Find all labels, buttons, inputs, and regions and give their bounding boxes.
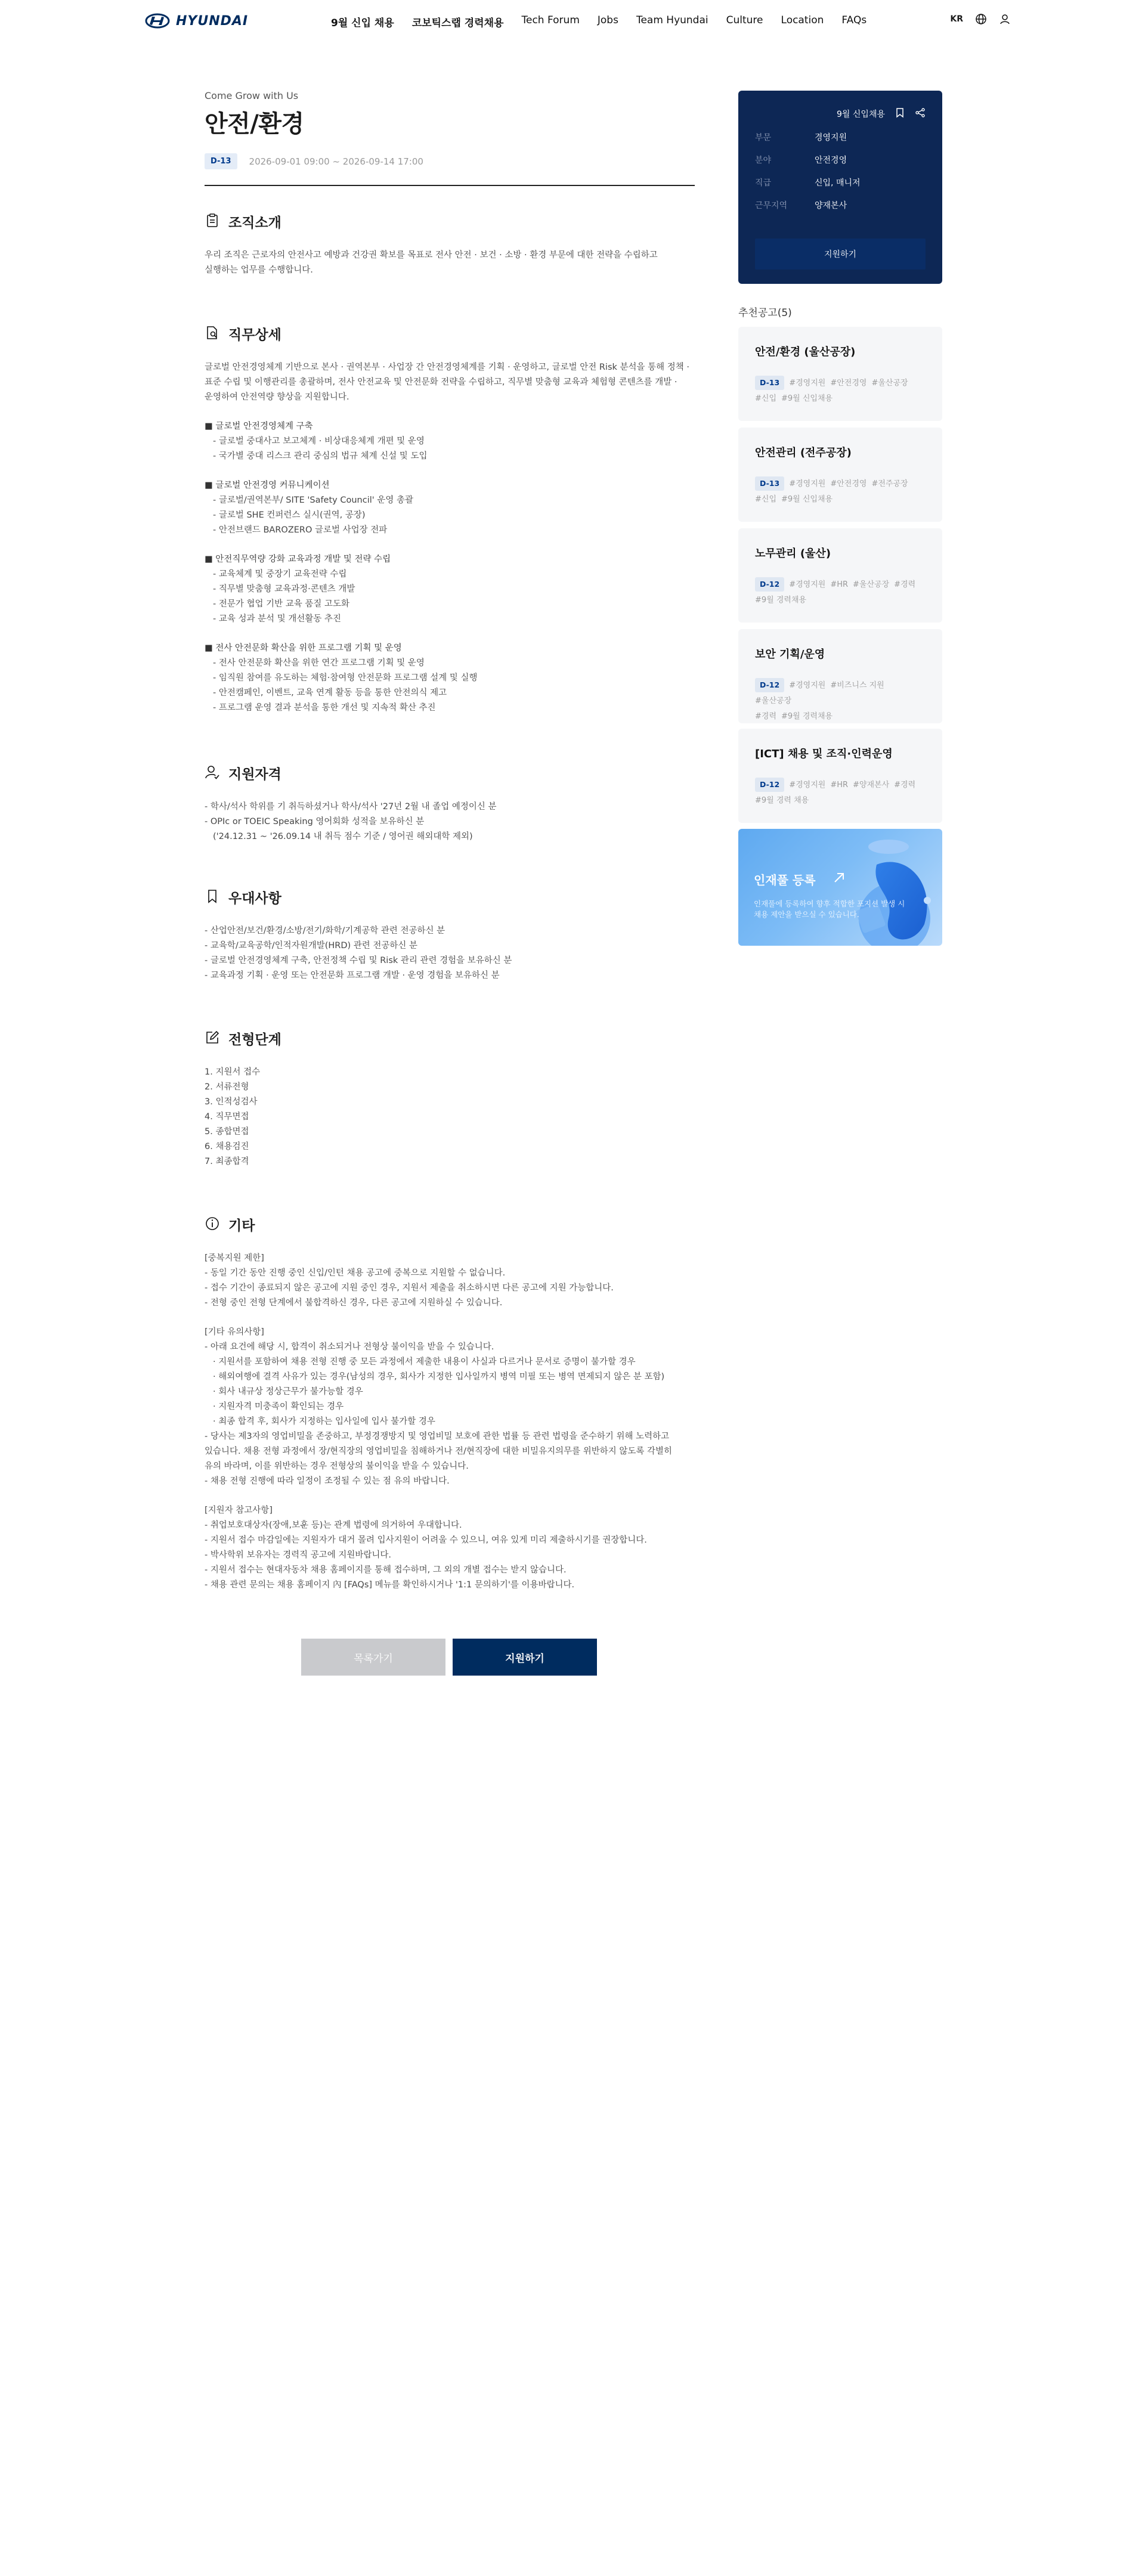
recommend-card[interactable]: [738, 428, 942, 522]
text-line: 5. 종합면접: [205, 1127, 249, 1137]
text-line: - 교육체계 및 중장기 교육전략 수립: [213, 569, 347, 579]
text-line: [지원자 참고사항]: [205, 1506, 273, 1515]
summary-row: [755, 154, 926, 166]
hyundai-logo-icon: [145, 13, 170, 29]
summary-row: [755, 199, 926, 211]
tag: #9월 경력채용: [755, 596, 807, 605]
text-line: 글로벌 안전경영체계 기반으로 본사 · 권역본부 · 사업장 간 안전경영체계를 기획 · 운영하고, 글로벌 안전 Risk 분석을 통해 정책 ·: [205, 363, 690, 372]
banner-description: [754, 899, 927, 920]
page-title: 안전/환경: [205, 110, 304, 138]
text-line: 실행하는 업무를 수행합니다.: [205, 265, 313, 275]
summary-value: 경영지원: [815, 133, 847, 143]
nav-item-september-new-hire[interactable]: 9월 신입 채용: [331, 17, 394, 29]
section-title: 직무상세: [228, 327, 281, 343]
text-line: - 국가별 중대 리스크 관리 중심의 법규 체계 신설 및 도입: [213, 451, 428, 461]
dday-badge: D-13: [755, 376, 784, 390]
text-line: - 전문가 협업 기반 교육 품질 고도화: [213, 599, 349, 609]
text-line: 표준 수립 및 이행관리를 총괄하며, 전사 안전교육 및 안전문화 전략을 수립하고, 직무별 맞춤형 교육과 체험형 콘텐츠를 개발 ·: [205, 377, 677, 387]
recommend-card[interactable]: [738, 629, 942, 723]
text-line: - 안전브랜드 BAROZERO 글로벌 사업장 전파: [213, 525, 388, 535]
recommend-title: 추천공고(5): [738, 307, 792, 319]
arrow-up-right-icon: [833, 871, 846, 887]
recommend-tags: [755, 376, 926, 407]
text-line: [중복지원 제한]: [205, 1253, 264, 1263]
group-heading: ■ 안전직무역량 강화 교육과정 개발 및 전략 수립: [205, 555, 391, 564]
text-line: - 전형 중인 전형 단계에서 불합격하신 경우, 다른 공고에 지원하실 수 있습니다.: [205, 1298, 503, 1308]
recruit-type: 9월 신입채용: [837, 110, 885, 119]
globe-icon[interactable]: [975, 13, 987, 25]
application-period: 2026-09-01 09:00 ~ 2026-09-14 17:00: [249, 156, 423, 167]
tag: #울산공장: [853, 580, 890, 589]
text-line: - 글로벌 안전경영체계 구축, 안전정책 수립 및 Risk 관리 관련 경험을 보유하신 분: [205, 956, 512, 965]
group-heading: ■ 전사 안전문화 확산을 위한 프로그램 기획 및 운영: [205, 643, 402, 653]
job-meta: [205, 153, 695, 169]
section-body: [205, 924, 695, 983]
tag: #경영지원: [789, 781, 826, 789]
share-icon[interactable]: [915, 107, 926, 120]
section-etc: [205, 1215, 695, 1593]
job-summary-card: [738, 91, 942, 284]
section-body: [205, 1251, 695, 1593]
header-utilities: [950, 13, 1011, 25]
recommend-job-name: 안전/환경 (울산공장): [755, 346, 856, 358]
tag: #경력: [755, 712, 777, 721]
tag: #안전경영: [830, 379, 867, 388]
text-line: 1. 지원서 접수: [205, 1067, 261, 1077]
document-search-icon: [205, 325, 220, 343]
bookmark-icon[interactable]: [895, 107, 905, 120]
text-line: - 글로벌 SHE 컨퍼런스 실시(권역, 공장): [213, 510, 366, 520]
section-title: 전형단계: [228, 1032, 281, 1048]
tag: #양재본사: [853, 781, 890, 789]
text-line: - 직무별 맞춤형 교육과정·콘텐츠 개발: [213, 584, 355, 594]
recommend-job-name: 노무관리 (울산): [755, 547, 831, 560]
section-title: 조직소개: [228, 215, 281, 231]
recommend-card[interactable]: [738, 528, 942, 623]
text-line: - 아래 요건에 해당 시, 합격이 취소되거나 전형상 불이익을 받을 수 있습니다.: [205, 1342, 494, 1352]
section-title: 지원자격: [228, 767, 281, 782]
text-line: 우리 조직은 근로자의 안전사고 예방과 건강권 확보를 목표로 전사 안전 · 보건 · 소방 · 환경 부문에 대한 전략을 수립하고: [205, 250, 658, 260]
recommend-job-name: 안전관리 (전주공장): [755, 447, 852, 459]
job-header: [205, 83, 695, 186]
clipboard-icon: [205, 213, 220, 231]
text-line: 유의 바라며, 이를 위반하는 경우 전형상의 불이익을 받을 수 있습니다.: [205, 1462, 469, 1471]
recommend-tags: [755, 476, 926, 507]
summary-value: 신입, 매니저: [815, 178, 861, 188]
info-icon: [205, 1216, 220, 1234]
group-heading: ■ 글로벌 안전경영체계 구축: [205, 422, 313, 431]
tag: #9월 경력채용: [781, 712, 833, 721]
bookmark-icon: [205, 888, 220, 906]
dday-badge: D-12: [755, 577, 784, 592]
summary-label: 분야: [755, 156, 772, 165]
nav-item-jobs[interactable]: Jobs: [597, 14, 618, 26]
sidebar-apply-button[interactable]: 지원하기: [755, 239, 926, 270]
title-divider: [205, 185, 695, 186]
dday-badge: D-13: [755, 476, 784, 491]
section-body: [205, 248, 695, 278]
main-nav: [331, 14, 884, 29]
text-line: - 교육학/교육공학/인적자원개발(HRD) 관련 전공하신 분: [205, 941, 418, 950]
text-line: · 지원자격 미충족이 확인되는 경우: [213, 1402, 344, 1411]
tag: #경력: [894, 580, 916, 589]
summary-label: 부문: [755, 133, 772, 143]
text-line: - 산업안전/보건/환경/소방/전기/화학/기계공학 관련 전공하신 분: [205, 926, 445, 936]
section-body: [205, 360, 695, 716]
recommend-tags: [755, 778, 926, 809]
text-line: 운영하여 안전역량 향상을 지원합니다.: [205, 392, 349, 402]
recommend-card[interactable]: [738, 729, 942, 823]
text-line: - 박사학위 보유자는 경력직 공고에 지원바랍니다.: [205, 1550, 392, 1560]
recommend-tags: [755, 678, 926, 724]
nav-item-faqs[interactable]: FAQs: [841, 14, 867, 26]
back-to-list-button[interactable]: 목록가기: [301, 1639, 445, 1676]
tag: #울산공장: [871, 379, 908, 388]
summary-row: [755, 177, 926, 188]
text-line: - 교육과정 기획 · 운영 또는 안전문화 프로그램 개발 · 운영 경험을 보유하신 분: [205, 971, 500, 980]
text-line: - 임직원 참여를 유도하는 체험·참여형 안전문화 프로그램 설계 및 실행: [213, 673, 478, 683]
section-org: [205, 212, 695, 278]
summary-row: [755, 131, 926, 143]
tag: #9월 신입채용: [781, 394, 833, 403]
summary-label: 근무지역: [755, 201, 788, 210]
text-line: · 최종 합격 후, 회사가 지정하는 입사일에 입사 불가할 경우: [213, 1417, 435, 1426]
text-line: - 지원서 접수는 현대자동차 채용 홈페이지를 통해 접수하며, 그 외의 개별 접수는 받지 않습니다.: [205, 1565, 567, 1575]
section-body: [205, 800, 695, 844]
text-line: - 글로벌 중대사고 보고체계 · 비상대응체계 개편 및 운영: [213, 436, 425, 446]
logo-text: HYUNDAI: [176, 13, 249, 29]
nav-item-location[interactable]: Location: [781, 14, 824, 26]
text-line: ('24.12.31 ~ '26.09.14 내 취득 점수 기준 / 영어권 해외대학 제외): [213, 832, 473, 841]
user-icon[interactable]: [999, 13, 1011, 25]
recommend-tags: [755, 577, 926, 608]
text-line: - 채용 관련 문의는 채용 홈페이지 內 [FAQs] 메뉴를 확인하시거나 '1:1 문의하기'를 이용바랍니다.: [205, 1580, 575, 1590]
tag: #안전경영: [830, 479, 867, 488]
dday-badge: D-13: [205, 153, 237, 169]
text-line: - 당사는 제3자의 영업비밀을 존중하고, 부정경쟁방지 및 영업비밀 보호에 관한 법률 등 관련 법령을 준수하기 위해 노력하고: [205, 1432, 670, 1441]
tag: #HR: [830, 781, 849, 789]
text-line: [기타 유의사항]: [205, 1327, 264, 1337]
talent-pool-banner[interactable]: [738, 829, 942, 946]
text-line: - 접수 기간이 종료되지 않은 공고에 지원 중인 경우, 지원서 제출을 취소하시면 다른 공고에 지원 가능합니다.: [205, 1283, 614, 1293]
nav-item-team-hyundai[interactable]: Team Hyundai: [636, 14, 708, 26]
nav-item-cobotics-lab[interactable]: 코보틱스랩 경력채용: [411, 17, 504, 29]
group-heading: ■ 글로벌 안전경영 커뮤니케이션: [205, 481, 330, 490]
tag: #경영지원: [789, 479, 826, 488]
text-line: - 학사/석사 학위를 기 취득하셨거나 학사/석사 '27년 2월 내 졸업 예정이신 분: [205, 802, 497, 812]
text-line: · 회사 내규상 정상근무가 불가능할 경우: [213, 1387, 363, 1397]
section-body: [205, 1065, 695, 1169]
text-line: - 동일 기간 동안 진행 중인 신입/인턴 채용 공고에 중복으로 지원할 수 없습니다.: [205, 1268, 506, 1278]
text-line: 7. 최종합격: [205, 1157, 249, 1166]
section-duty: [205, 324, 695, 716]
hyundai-logo[interactable]: [145, 13, 248, 29]
summary-value: 안전경영: [815, 156, 847, 165]
tag: #경영지원: [789, 379, 826, 388]
text-line: - 글로벌/권역본부/ SITE 'Safety Council' 운영 총괄: [213, 496, 413, 505]
text-line: - 채용 전형 진행에 따라 일정이 조정될 수 있는 점 유의 바랍니다.: [205, 1476, 450, 1486]
section-title: 기타: [228, 1218, 255, 1234]
language-selector[interactable]: KR: [950, 14, 963, 24]
text-line: 2. 서류전형: [205, 1082, 249, 1092]
text-line: - 전사 안전문화 확산을 위한 연간 프로그램 기획 및 운영: [213, 658, 425, 668]
dday-badge: D-12: [755, 778, 784, 792]
summary-value: 양재본사: [815, 201, 847, 210]
eyebrow-text: Come Grow with Us: [205, 90, 299, 101]
tag: #경영지원: [789, 580, 826, 589]
section-preference: [205, 887, 695, 983]
edit-icon: [205, 1030, 220, 1048]
text-line: 3. 인적성검사: [205, 1097, 258, 1107]
tag: #신입: [755, 394, 777, 403]
tag: #전주공장: [871, 479, 908, 488]
person-check-icon: [205, 764, 220, 782]
apply-button[interactable]: 지원하기: [453, 1639, 597, 1676]
recommend-job-name: [ICT] 채용 및 조직·인력운영: [755, 748, 893, 760]
tag: #경영지원: [789, 681, 826, 690]
section-qualification: [205, 763, 695, 844]
text-line: · 해외여행에 결격 사유가 있는 경우(남성의 경우, 회사가 지정한 입사일까지 병역 미필 또는 병역 면제되지 않은 분 포함): [213, 1372, 665, 1382]
recommend-card[interactable]: [738, 327, 942, 421]
section-title: 우대사항: [228, 891, 281, 906]
text-line: 있습니다. 채용 전형 과정에서 장/현직장의 영업비밀을 침해하거나 전/현직장에 대한 비밀유지의무를 위반하지 않도록 각별히: [205, 1447, 673, 1456]
text-line: - 교육 성과 분석 및 개선활동 추진: [213, 614, 341, 624]
global-header: [0, 0, 1145, 43]
tag: #신입: [755, 495, 777, 504]
text-line: - 안전캠페인, 이벤트, 교육 연계 활동 등을 통한 안전의식 제고: [213, 688, 447, 698]
text-line: 채용 제안을 받으실 수 있습니다.: [754, 910, 859, 919]
text-line: 인재풀에 등록하여 향후 적합한 포지션 발생 시: [754, 899, 905, 908]
tag: #비즈니스 지원: [830, 681, 884, 690]
dday-badge: D-12: [755, 678, 784, 692]
tag: #경력: [894, 781, 916, 789]
text-line: - 프로그램 운영 결과 분석을 통한 개선 및 지속적 확산 추진: [213, 703, 436, 713]
text-line: - 취업보호대상자(장애,보훈 등)는 관계 법령에 의거하여 우대합니다.: [205, 1521, 462, 1530]
text-line: 6. 채용검진: [205, 1142, 249, 1151]
bottom-actions: [301, 1639, 597, 1676]
text-line: - 지원서 접수 마감일에는 지원자가 대거 몰려 입사지원이 어려울 수 있으니, 여유 있게 미리 제출하시기를 권장합니다.: [205, 1535, 647, 1545]
recommend-job-name: 보안 기획/운영: [755, 648, 825, 661]
nav-item-culture[interactable]: Culture: [726, 14, 763, 26]
summary-label: 직급: [755, 178, 772, 188]
text-line: · 지원서를 포함하여 채용 전형 진행 중 모든 과정에서 제출한 내용이 사실과 다르거나 문서로 증명이 불가할 경우: [213, 1357, 636, 1367]
text-line: 4. 직무면접: [205, 1112, 249, 1122]
nav-item-tech-forum[interactable]: Tech Forum: [521, 14, 580, 26]
tag: #울산공장: [755, 696, 792, 705]
tag: #9월 경력 채용: [755, 796, 809, 805]
tag: #HR: [830, 580, 849, 589]
section-steps: [205, 1029, 695, 1169]
banner-title: 인재풀 등록: [754, 873, 816, 887]
tag: #9월 신입채용: [781, 495, 833, 504]
text-line: - OPIc or TOEIC Speaking 영어회화 성적을 보유하신 분: [205, 817, 425, 826]
